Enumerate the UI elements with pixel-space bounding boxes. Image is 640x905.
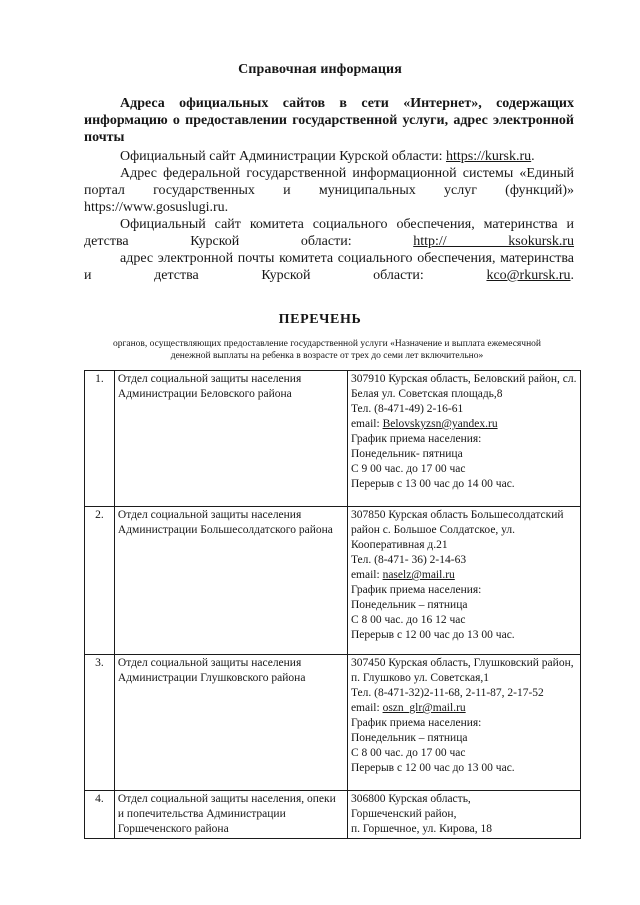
- schedule-title: График приема населения:: [350, 584, 482, 596]
- schedule-hours: С 8 00 час. до 17 00 час: [350, 747, 466, 759]
- org-phone: Тел. (8-471- 36) 2-14-63: [350, 554, 467, 566]
- schedule-days: Понедельник- пятница: [350, 448, 463, 460]
- org-phone: Тел. (8-471-49) 2-16-61: [350, 403, 464, 415]
- org-address: 307850 Курская область Большесолдатский район с. Большое Солдатское, ул. Кооперативная д.21: [350, 509, 564, 551]
- org-address-line: 306800 Курская область,: [350, 793, 471, 805]
- table-row: [85, 791, 581, 839]
- schedule-break: Перерыв с 12 00 час до 13 00 час.: [350, 762, 515, 774]
- gosuslugi-portal-line: Адрес федеральной государственной информационной системы «Единый портал государственных и муниципальных услуг (функций)» https://www.gosuslugi.ru.: [84, 166, 574, 215]
- table-row: [85, 371, 581, 507]
- row-number: 4.: [85, 791, 115, 839]
- org-email-label: email:: [350, 569, 383, 581]
- org-name: Отдел социальной защиты населения, опеки и попечительства Администрации Горшеченского района: [114, 791, 347, 839]
- schedule-break: Перерыв с 12 00 час до 13 00 час.: [350, 629, 515, 641]
- org-contacts: [347, 655, 580, 791]
- schedule-hours: С 8 00 час. до 16 12 час: [350, 614, 466, 626]
- committee-email-line: [84, 250, 574, 284]
- org-email-line: [351, 701, 577, 716]
- row-number: 3.: [85, 655, 115, 791]
- schedule-title: График приема населения:: [350, 717, 482, 729]
- row-number: 2.: [85, 507, 115, 655]
- region-site-link[interactable]: https://kursk.ru: [446, 149, 532, 164]
- page-title: Справочная информация: [238, 62, 402, 77]
- schedule-hours: С 9 00 час. до 17 00 час: [350, 463, 466, 475]
- committee-site-label: Официальный сайт комитета социального обеспечения, материнства и детства Курской области:: [84, 217, 574, 249]
- offices-table: [84, 370, 581, 839]
- committee-site-link[interactable]: http:// ksokursk.ru: [413, 234, 575, 249]
- org-address: 307910 Курская область, Беловский район, сл. Белая ул. Советская площадь,8: [350, 373, 577, 400]
- org-contacts: [347, 791, 580, 839]
- schedule-title: График приема населения:: [350, 433, 482, 445]
- table-row: [85, 655, 581, 791]
- list-subtitle: органов, осуществляющих предоставление государственной услуги «Назначение и выплата ежемесячной денежной выплаты на ребенка в возрасте от трех до семи лет включительно»: [112, 339, 541, 361]
- region-site-label: Официальный сайт Администрации Курской области:: [120, 149, 446, 164]
- schedule-days: Понедельник – пятница: [350, 599, 468, 611]
- schedule-break: Перерыв с 13 00 час до 14 00 час.: [350, 478, 515, 490]
- org-name: Отдел социальной защиты населения Администрации Беловского района: [114, 371, 347, 507]
- list-title: ПЕРЕЧЕНЬ: [278, 312, 362, 327]
- org-email-label: email:: [350, 702, 383, 714]
- schedule-days: Понедельник – пятница: [350, 732, 468, 744]
- org-address-line: п. Горшечное, ул. Кирова, 18: [350, 823, 493, 835]
- org-address-line: Горшеченский район,: [350, 808, 457, 820]
- region-site-end: .: [531, 149, 535, 164]
- org-name: Отдел социальной защиты населения Администрации Глушковского района: [114, 655, 347, 791]
- websites-heading: Адреса официальных сайтов в сети «Интернет», содержащих информацию о предоставлении государственной услуги, адрес электронной почты: [84, 96, 574, 145]
- org-email-line: [351, 417, 577, 432]
- table-row: [85, 507, 581, 655]
- committee-email-link[interactable]: kco@rkursk.ru: [486, 268, 571, 283]
- org-email-link[interactable]: oszn_glr@mail.ru: [382, 702, 466, 714]
- org-email-line: [351, 568, 577, 583]
- committee-email-end: .: [570, 268, 574, 283]
- region-site-line: [84, 148, 574, 165]
- org-contacts: [347, 371, 580, 507]
- row-number: 1.: [85, 371, 115, 507]
- org-email-link[interactable]: naselz@mail.ru: [382, 569, 455, 581]
- org-name: Отдел социальной защиты населения Администрации Большесолдатского района: [114, 507, 347, 655]
- org-email-label: email:: [350, 418, 383, 430]
- committee-email-label: адрес электронной почты комитета социального обеспечения, материнства и детства Курской области:: [84, 251, 574, 283]
- org-phone: Тел. (8-471-32)2-11-68, 2-11-87, 2-17-52: [350, 687, 544, 699]
- committee-site-line: [84, 216, 574, 250]
- org-contacts: [347, 507, 580, 655]
- org-address: 307450 Курская область, Глушковский район, п. Глушково ул. Советская,1: [350, 657, 574, 684]
- org-email-link[interactable]: Belovskyzsn@yandex.ru: [382, 418, 498, 430]
